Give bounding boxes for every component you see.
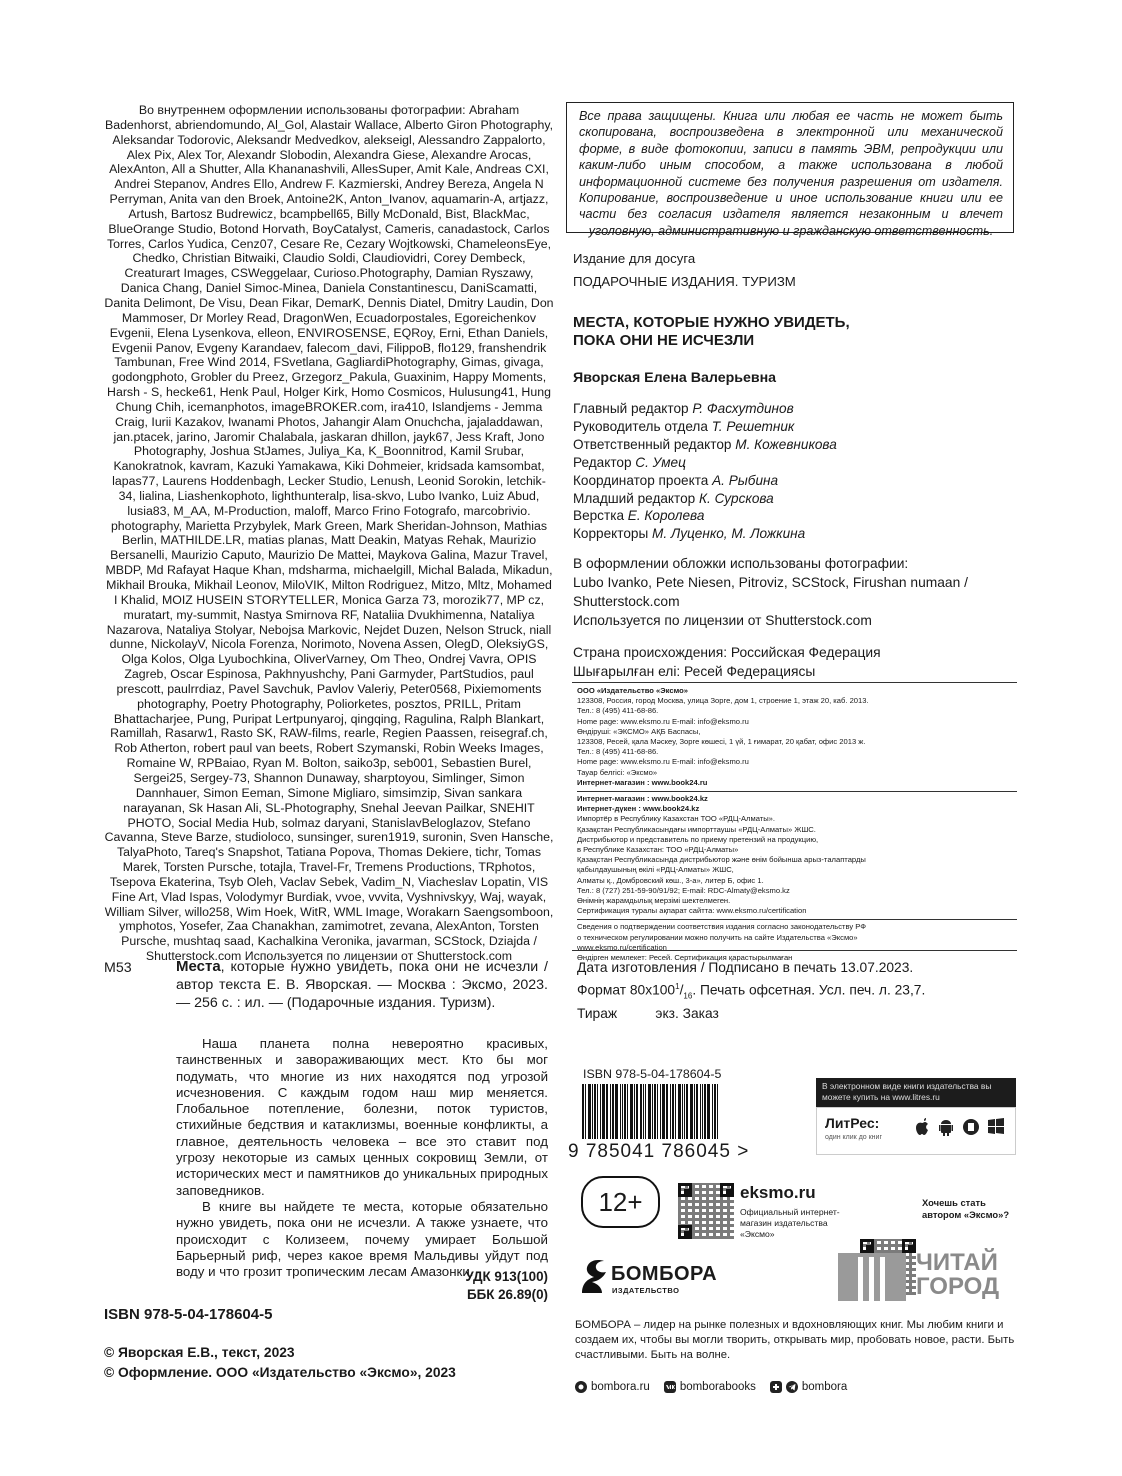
bombora-telegram-link[interactable]: bombora [770, 1381, 847, 1393]
book-title-line1: МЕСТА, КОТОРЫЕ НУЖНО УВИДЕТЬ, [573, 314, 850, 331]
eksmo-site[interactable]: eksmo.ru [740, 1183, 816, 1202]
photo-credits: Во внутреннем оформлении использованы фотографии: Abraham Badenhorst, abriendomundo, Al_Gol, Alastair Wallace, Alberto Giron Photography, Aleksandar Todorovic, Aleksandr Medvedkov, alekseigl, Alessandro Zappalorto, Alex Pix, Alex Tor, Alexandr Slobodin, Alexandra Giese, Alexandre Arocas, AlexAnton, All a Shutter, Alla Khananashvili, AllesSuper, Amit Kale, Andreas CXI, Andrei Stepanov, Andres Ello, Andrew F. Kazmierski, Andrey Bereza, Angela N Perryman, Anita van den Broek, Antoine2K, Anton_Ivanov, aquamarin-A, artjazz, Artush, Bartosz Budrewicz, bcampbell65, Billy McDonald, Bist, BlackMac, BlueOrange Studio, Botond Horvath, BoyCatalyst, Cameris, canadastock, Carlos Torres, Carlos Yudica, Cenz07, Cesare Re, Cezary Wojtkowski, ChameleonsEye, Chedko, Christian Bitwaiki, Claudio Soldi, Claudiovidri, Corey Dembeck, Creaturart Images, CSWeggelaar, Curioso.Photography, Damian Ryszawy, Danica Chang, Daniel Simoc-Minea, Daniela Constantinescu, DaniScamatti, Danita Delimont, De Visu, Dean Fikar, DemarK, Dennis Diatel, Dmitry Laudin, Don Mammoser, Dr Morley Read, DragonWen, Ecuadorpostales, Egoreichenkov Evgenii, Elena Lysenkova, elleon, ENVIROSENSE, EQRoy, Erni, Ethan Daniels, Evgenii Panov, Evgeny Karandaev, falecom_davi, FilippoB, flo129, franshendrik Tambunan, Free Wind 2014, FSvetlana, GagliardiPhotography, Gimas, givaga, godongphoto, Grobler du Preez, Grzegorz_Pakula, Guaxinim, Happy Moments, Harsh - S, hecke61, Henk Paul, Holger Kirk, Homo Cosmicos, Hulusung41, Hung Chung Chih, icemanphotos, imageBROKER.com, ira410, Islandjems - Jemma Craig, Iurii Kazakov, Iwanami Photos, Jahangir Alam Onuchcha, jajaladdawan, jan.ptacek, jarino, Jaromir Chalabala, jaskaran dhillon, jayk67, Jess Kraft, Jono Photography, Joshua StJames, Juliya_Ka, K_Boonnitrod, Kamil Srubar, Kanokratnok, kavram, Kazuki Yamakawa, Kiki Dohmeier, kridsada kamsombat, lapas77, Laurens Hoddenbagh, Lecker Studio, Lenush, Leonid Sorokin, letchik-34, lialina, Liashenkophoto, lighthunteralp, lisa-skvo, Lubo Ivanko, Luiz Abud, lusia83, M_AA, M-Production, maloff, Marco Frino Fotografo, marcobrivio. photography, Marietta Przybylek, Mark Green, Mark Sheridan-Johnson, Mathias Berlin, MATHILDE.LR, matias planas, Matt Deakin, Matyas Rehak, Maurizio Bersanelli, Maurizio Caputo, Maurizio De Mattei, Maykova Galina, Mazur Travel, MBDP, Md Rafayat Haque Khan, mdsharma, michaelgill, Michal Balada, Mikadun, Mikhail Brouka, Mikhail Leonov, MiloVIK, Milton Rodriguez, Mitzo, Mltz, Mohamed I Khalid, MOIZ HUSEIN STORYTELLER, Monica Garza 73, morozik77, MP cz, muratart, my-summit, Nastya Smirnova RF, Nataliia Dvukhimenna, Nataliya Nazarova, Nataliya Stolyar, Nebojsa Markovic, Nejdet Duzen, Nelson Struck, niall dunne, NickolayV, Nicola Forenza, Norimoto, Novena Assen, OlegD, OleksiyGS, Olga Kolos, Olga Lyubochkina, OliverVarney, Om Theo, Ondrej Vavra, OPIS Zagreb, Oscar Espinosa, Pakhnyushchy, Pani Garmyder, PartStudios, paul prescott, paulrrdiaz, Pavel Savchuk, Pavlov Valeriy, Peter0568, Pixiemoments photography, Poetry Photography, Poliorketes, posztos, PRILL, Pritam Bhattacharjee, Pung, Puripat Lertpunyaroj, qingqing, Ragulina, Ralph Blankart, Ramillah, Rasarw1, Rasto SK, RAW-films, rearle, Regien Paassen, reisegraf.ch, Rob Atherton, robert paul van beets, Robert Szymanski, Robin Weeks Images, Romaine W, RPBaiao, Ryan M. Bolton, saiko3p, seb001, Sebastien Burel, Sergei25, Sergey-73, Shannon Dunaway, sharptoyou, Simlinger, Simon Dannhauer, Simon Eeman, Simone Migliaro, simsimzip, Sivan sankara narayanan, Sk Hasan Ali, SL-Photography, Snehal Jeevan Pailkar, SNEHIT PHOTO, Social Media Hub, solmaz daryani, StanislavBeloglazov, Stefano Cavanna, Steve Barze, studioloco, sunsinger, suren1919, suronin, Sven Hansche, TalyaPhoto, Tareq's Snapshot, Tatiana Popova, Thomas Dekiere, tichr, Tomas Marek, Torsten Pursche, totajla, Travel-Fr, Tremens Productions, TRphotos, Tsepova Ekaterina, Tsyb Oleh, Vaclav Sebek, Vadim_N, Viacheslav Lopatin, VIS Fine Art, Vlad Ispas, Volodymyr Burdiak, vvoe, vvvita, Vyshnivskyy, Waj, wayak, William Silver, willo258, Wim Hoek, WitR, WML Image, Worakarn Saengsomboon, ymphotos, Yosefer, Zaa Chanakhan, zamimotret, zevana, AlexAnton, Torsten Pursche, mushtaq saad, Kachalkina Veronika, javarman, SCStock, Dziajda / Shutterstock.com Используется по лицензии от Shutterstock.com [104, 103, 554, 964]
classification: УДК 913(100) ББК 26.89(0) [465, 1269, 548, 1302]
staff-list [573, 400, 837, 543]
chitai-gorod-logo: ЧИТАЙ ГОРОД [838, 1251, 1018, 1303]
cover-photo-credits: В оформлении обложки использованы фотографии: Lubo Ivanko, Pete Niesen, Pitroviz, SCStock, Firushan numaan / Shutterstock.com Используется по лицензии от Shutterstock.com [573, 556, 968, 628]
vk-icon [664, 1381, 676, 1393]
divider [572, 950, 1017, 951]
staff-item: Руководитель отдела Т. Решетник [573, 418, 795, 434]
staff-item: Ответственный редактор М. Кожевникова [573, 436, 837, 452]
windows-phone-icon [962, 1118, 980, 1136]
book-title-line2: ПОКА ОНИ НЕ ИСЧЕЗЛИ [573, 332, 755, 349]
bombora-slogan: БОМБОРА – лидер на рынке полезных и вдохновляющих книг. Мы любим книги и создаем их, чтобы вы могли творить, открывать мир, пробовать новое, расти. Быть счастливыми. Быть на волне. [575, 1319, 1015, 1361]
catalog-entry: Места, которые нужно увидеть, пока они не исчезли / автор текста Е. В. Яворская. — Москва : Эксмо, 2023. — 256 с. : ил. — (Подарочные издания. Туризм). [176, 958, 548, 1011]
staff-item: Главный редактор Р. Фасхутдинов [573, 401, 794, 416]
chitai-gorod-mark [838, 1253, 906, 1301]
globe-icon [575, 1381, 587, 1393]
become-author-text: Хочешь стать автором «Эксмо»? [922, 1197, 1010, 1220]
bombora-vk-link[interactable]: bomborabooks [664, 1381, 756, 1393]
bombora-site-link[interactable]: bombora.ru [575, 1381, 650, 1393]
barcode: ISBN 978-5-04-178604-5 9 785041 786045 > [566, 1061, 766, 1171]
book-annotation: Наша планета полна невероятно красивых, таинственных и завораживающих мест. Кто бы мог подумать, что многие из них находятся под угрозой исчезновения. С каждым годом наш мир меняется. Глобальное потепление, болезни, поток туристов, стихийные бедствия и катаклизмы, военные конфликты, а главное, деятельность человека – все это ставит под угрозу некоторые из самых ценных сокровищ Земли, от исторических мест и памятников до уникальных природных заповедников. В книге вы найдете те места, которые обязательно нужно увидеть, пока они не исчезли. А также узнаете, что происходит с Колизеем, почему умирает Большой Барьерный риф, через какое время Мальдивы уйдут под воду и что грозит тропическим лесам Амазонки. [176, 1036, 548, 1280]
telegram-icon [786, 1381, 798, 1393]
litres-logo-block: ЛитРес: один клик до книг [816, 1107, 1016, 1155]
divider [572, 682, 1017, 683]
eksmo-desc: Официальный интернет-магазин издательства «Эксмо» [740, 1207, 840, 1239]
bombora-wave-icon [578, 1253, 608, 1297]
publisher-imprint: ООО «Издательство «Эксмо» 123308, Россия, город Москва, улица Зорге, дом 1, строение 1, этаж 20, каб. 2013. Тел.: 8 (495) 411-68-86. Home page: www.eksmo.ru E-mail: info@eksmo.ru Өндіруші: «ЭКСМО» АҚБ Баспасы, 123308, Ресей, қала Мәскеу, Зорге көшесі, 1 үй, 1 ғимарат, 20 қабат, офис 2013 ж. Тел.: 8 (495) 411-68-86. Home page: www.eksmo.ru E-mail: info@eksmo.ru Тауар белгісі: «Эксмо» Интернет-магазин : www.book24.ru Интернет-магазин : www.book24.kz Интернет-дүкен : www.book24.kz Импортёр в Республику Казахстан ТОО «РДЦ-Алматы». Қазақстан Республикасындағы импорттаушы «РДЦ-Алматы» ЖШС. Дистрибьютор и представитель по приему претензий на продукцию, в Республике Казахстан: ТОО «РДЦ-Алматы» Қазақстан Республикасында дистрибьютор және өнім бойынша арыз-талаптарды қабылдаушының өкілі «РДЦ-Алматы» ЖШС, Алматы қ., Домбровский көш., 3-а», литер Б, офис 1. Тел.: 8 (727) 251-59-90/91/92; E-mail: RDC-Almaty@eksmo.kz Өнімнің жарамдылық мерзімі шектелмеген. Сертификация туралы ақпарат сайтта: www.eksmo.ru/certification Сведения о подтверждении соответствия издания согласно законодательству РФ о техническом регулировании можно получить на сайте Издательства «Эксмо» www.eksmo.ru/certification Өндірген мемлекет: Ресей. Сертификация қарастырылмаған [577, 686, 1017, 963]
litres-logo: ЛитРес: [825, 1115, 880, 1131]
rights-notice: Все права защищены. Книга или любая ее часть не может быть скопирована, воспроизведена в электронной или механической форме, в виде фотокопии, записи в память ЭВМ, репродукции или каким-либо иным способом, а также использована в любой информационной системе без получения разрешения от издателя. Копирование, воспроизведение и иное использование книги или ее части без согласия издателя является незаконным и влечет уголовную, административную и гражданскую ответственность. [579, 109, 1003, 238]
print-info: Дата изготовления / Подписано в печать 13.07.2023. Формат $80x100^1/_{16}$. Печать офсетная. Усл. печ. л. 23,7. Тираж экз. Заказ [577, 960, 926, 1022]
catalog-code: М53 [104, 960, 132, 976]
author-name: Яворская Елена Валерьевна [573, 370, 777, 386]
staff-item: Редактор С. Умец [573, 454, 686, 470]
social-links [575, 1381, 847, 1393]
copyright: © Яворская Е.В., текст, 2023 © Оформление. ООО «Издательство «Эксмо», 2023 [104, 1345, 456, 1380]
apple-icon [914, 1118, 930, 1136]
store-icons [914, 1118, 1004, 1136]
rights-notice-box [566, 102, 1014, 238]
bombora-logo: БОМБОРА ИЗДАТЕЛЬСТВО [578, 1253, 738, 1303]
android-icon [938, 1118, 954, 1136]
edition-type: Издание для досуга [573, 251, 696, 266]
barcode-bars [582, 1084, 742, 1139]
staff-item: Младший редактор К. Сурскова [573, 490, 774, 506]
eksmo-qr-code[interactable] [678, 1183, 734, 1239]
windows-icon [988, 1118, 1004, 1134]
age-rating-badge: 12+ [581, 1176, 660, 1228]
country-origin: Страна происхождения: Российская Федерация Шығарылған елі: Ресей Федерациясы [573, 645, 881, 679]
litres-banner: В электронном виде книги издательства вы можете купить на www.litres.ru [816, 1078, 1016, 1107]
staff-item: Координатор проекта А. Рыбина [573, 472, 779, 488]
isbn-main: ISBN 978-5-04-178604-5 [104, 1306, 273, 1323]
staff-item: Верстка Е. Королева [573, 508, 705, 524]
edition-series: ПОДАРОЧНЫЕ ИЗДАНИЯ. ТУРИЗМ [573, 274, 796, 289]
staff-item: Корректоры М. Луценко, М. Ложкина [573, 526, 806, 542]
plus-icon [770, 1381, 782, 1393]
